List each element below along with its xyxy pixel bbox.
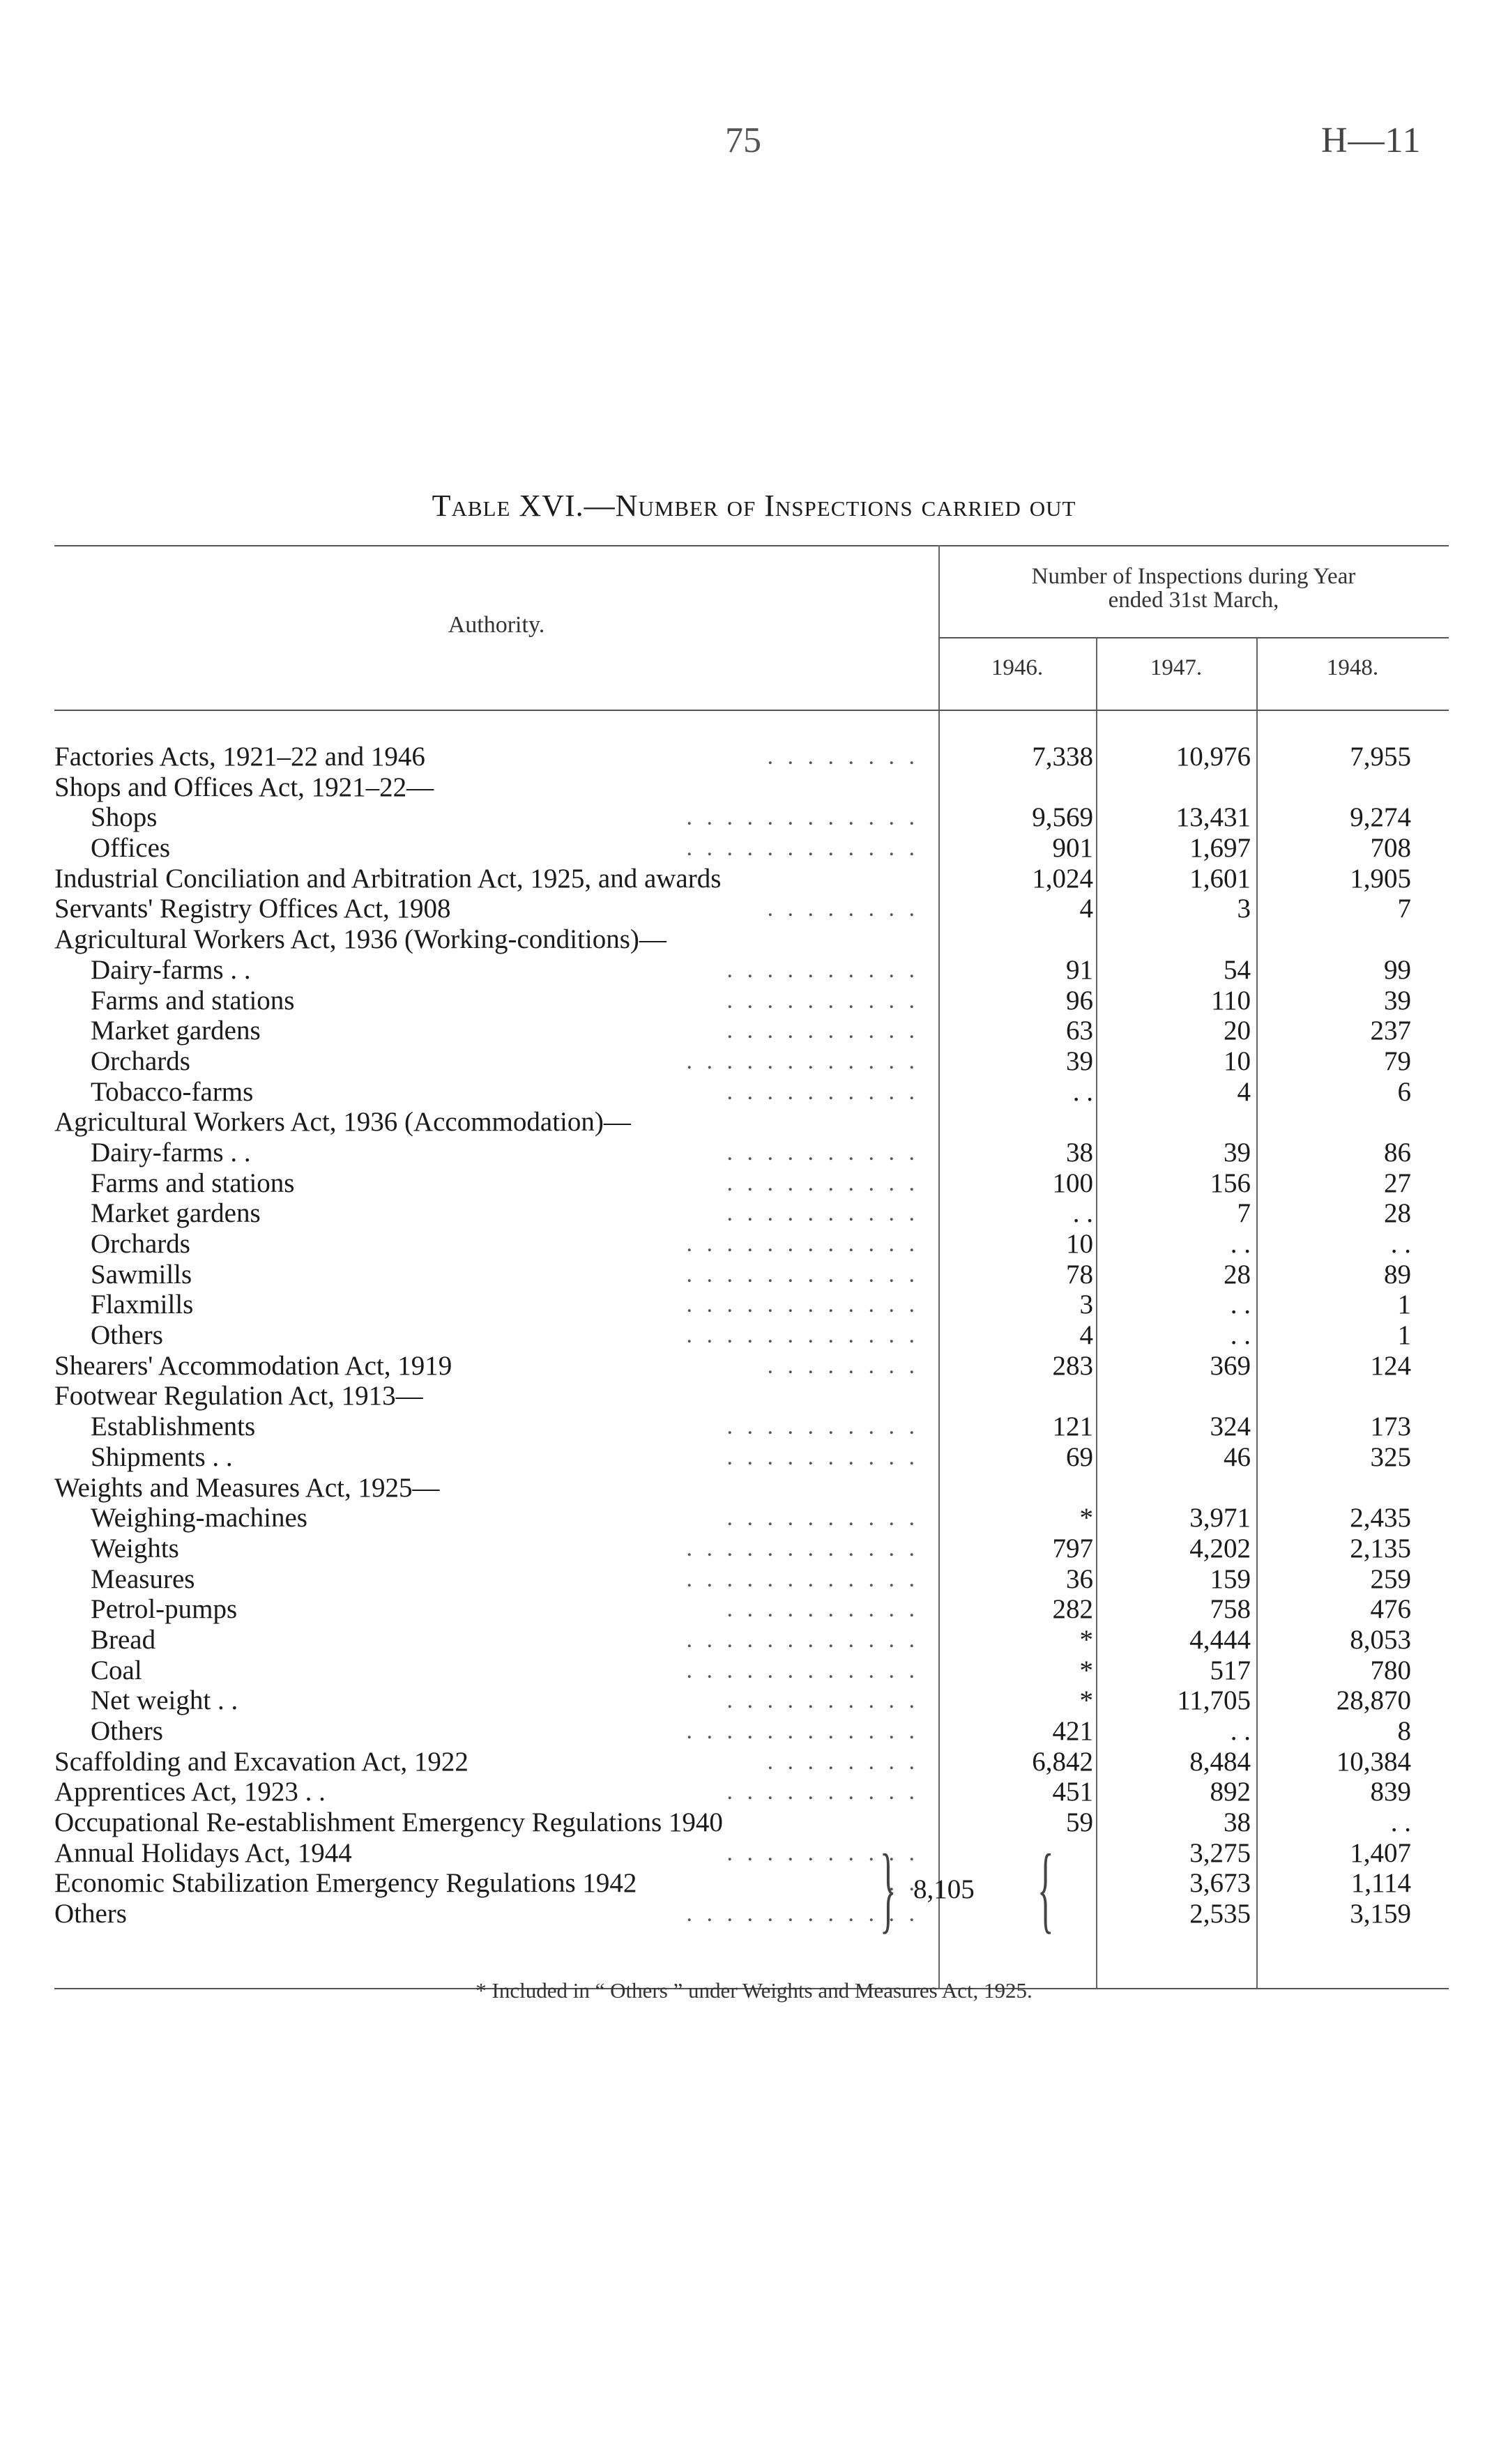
cell-1946: 901 [1052, 833, 1093, 864]
cell-1947: 159 [1210, 1563, 1251, 1594]
table-row [54, 1503, 1449, 1533]
row-label: Orchards [91, 1046, 190, 1076]
cell-1947: 7 [1237, 1198, 1251, 1229]
year-header-1947: 1947. [1150, 655, 1203, 680]
cell-1947: 892 [1210, 1777, 1251, 1807]
authority-header: Authority. [448, 612, 545, 638]
cell-1948: 79 [1384, 1046, 1411, 1076]
row-label: Servants' Registry Offices Act, 1908 [54, 894, 451, 924]
row-label: Offices [91, 833, 171, 864]
table-row [54, 1716, 1449, 1747]
cell-1948: 2,135 [1350, 1533, 1411, 1563]
page-reference: H—11 [1321, 121, 1422, 160]
table-row [54, 1655, 1449, 1686]
table-row [54, 833, 1449, 864]
row-label: Annual Holidays Act, 1944 [54, 1837, 352, 1868]
left-brace-icon: } [880, 1835, 897, 1943]
cell-1948: 27 [1384, 1168, 1411, 1198]
cell-1948: 1,905 [1350, 863, 1411, 894]
cell-1948: . . [1390, 1229, 1411, 1259]
cell-1947: 3,673 [1189, 1868, 1251, 1899]
leader-dots: . . . . . . . . . . . . [686, 1626, 919, 1653]
table-row [54, 772, 1449, 803]
table-row [54, 1747, 1449, 1777]
footnote: * Included in “ Others ” under Weights and Measures Act, 1925. [475, 1978, 1033, 2003]
table-row [54, 1777, 1449, 1807]
group-header-line-2: ended 31st March, [1108, 588, 1279, 613]
table-row [54, 1381, 1449, 1411]
cell-1946: 10 [1066, 1229, 1093, 1259]
row-label: Farms and stations [91, 1168, 295, 1198]
right-brace-icon: { [1037, 1835, 1054, 1943]
leader-dots: . . . . . . . . . . . . [686, 835, 919, 862]
cell-1948: 1 [1397, 1290, 1411, 1320]
row-label: Weights [91, 1533, 179, 1563]
leader-dots: . . . . . . . . . . [726, 1078, 919, 1105]
cell-1947: 4 [1237, 1076, 1251, 1107]
year-header-1948: 1948. [1326, 655, 1379, 680]
cell-1946: 121 [1052, 1411, 1093, 1442]
cell-1947: 758 [1210, 1594, 1251, 1625]
table-row [54, 1807, 1449, 1838]
cell-1946: 69 [1066, 1441, 1093, 1472]
leader-dots: . . . . . . . . . . [726, 1018, 919, 1044]
table-row [54, 1411, 1449, 1442]
cell-1947: 4,202 [1189, 1533, 1251, 1563]
cell-1948: 839 [1370, 1777, 1411, 1807]
leader-dots: . . . . . . . . . . [726, 1170, 919, 1196]
cell-1946: 4 [1079, 1320, 1093, 1351]
row-label: Measures [91, 1563, 195, 1594]
table-row [54, 1138, 1449, 1168]
leader-dots: . . . . . . . . . . . . [686, 804, 919, 831]
table-row [54, 1320, 1449, 1351]
cell-1948: 7,955 [1350, 742, 1411, 772]
cell-1947: 1,601 [1189, 863, 1251, 894]
cell-1947: 13,431 [1175, 802, 1251, 833]
cell-1946: 100 [1052, 1168, 1093, 1198]
cell-1948: 6 [1397, 1076, 1411, 1107]
cell-1947: 2,535 [1189, 1899, 1251, 1929]
leader-dots: . . . . . . . . . . [726, 1505, 919, 1531]
row-label: Shearers' Accommodation Act, 1919 [54, 1350, 452, 1381]
cell-1948: 86 [1384, 1137, 1411, 1168]
cell-1947: 28 [1224, 1259, 1251, 1290]
row-label: Shops and Offices Act, 1921–22— [54, 772, 434, 802]
table-row [54, 1260, 1449, 1290]
leader-dots: . . . . . . . . . . . . [686, 1261, 919, 1287]
row-label: Shops [91, 802, 158, 833]
leader-dots: . . . . . . . . [767, 1352, 919, 1379]
cell-1946: 6,842 [1032, 1746, 1093, 1777]
cell-1948: 237 [1370, 1016, 1411, 1046]
cell-1947: 3,971 [1189, 1503, 1251, 1533]
row-label: Tobacco-farms [91, 1076, 254, 1107]
cell-1947: . . [1230, 1229, 1251, 1259]
cell-1946: 38 [1066, 1137, 1093, 1168]
table-row [54, 986, 1449, 1016]
cell-1947: 8,484 [1189, 1746, 1251, 1777]
cell-1946: 78 [1066, 1259, 1093, 1290]
row-label: Flaxmills [91, 1290, 194, 1320]
leader-dots: . . . . . . . . . . [726, 1414, 919, 1440]
table-row [54, 1351, 1449, 1382]
cell-1947: 110 [1210, 985, 1251, 1016]
row-label: Dairy-farms . . [91, 954, 251, 985]
cell-1948: 476 [1370, 1594, 1411, 1625]
cell-1946: 421 [1052, 1716, 1093, 1746]
cell-1947: . . [1230, 1716, 1251, 1746]
table-row [54, 1442, 1449, 1473]
row-label: Weighing-machines [91, 1503, 307, 1533]
row-label: Occupational Re-establishment Emergency Regulations 1940 [54, 1807, 723, 1838]
row-label: Weights and Measures Act, 1925— [54, 1472, 440, 1503]
leader-dots: . . . . . . . . . . . . [686, 1048, 919, 1074]
row-label: Coal [91, 1655, 142, 1685]
leader-dots: . . . . . . . . . . . . [686, 1322, 919, 1349]
header-bottom-rule [54, 710, 1449, 711]
row-label: Economic Stabilization Emergency Regulations 1942 [54, 1868, 637, 1899]
table-row [54, 1899, 1449, 1929]
row-label: Market gardens [91, 1198, 261, 1229]
inspections-group-header [938, 565, 1449, 612]
leader-dots: . . . . . . . . . . [726, 1688, 919, 1714]
cell-1947: 10 [1224, 1046, 1251, 1076]
cell-1946: 96 [1066, 985, 1093, 1016]
cell-1947: 517 [1210, 1655, 1251, 1685]
leader-dots: . . [888, 1870, 919, 1897]
row-label: Net weight . . [91, 1685, 238, 1716]
table-row [54, 1473, 1449, 1503]
row-label: Orchards [91, 1229, 190, 1259]
cell-1947: 46 [1224, 1441, 1251, 1472]
cell-1948: . . [1390, 1807, 1411, 1838]
leader-dots: . . . . . . . . . . . . [686, 1901, 919, 1927]
row-label: Scaffolding and Excavation Act, 1922 [54, 1746, 469, 1777]
cell-1946: 283 [1052, 1350, 1093, 1381]
table-row [54, 1107, 1449, 1138]
cell-1946: . . [1072, 1076, 1093, 1107]
cell-1946: 39 [1066, 1046, 1093, 1076]
cell-1948: 8,053 [1350, 1624, 1411, 1655]
leader-dots: . . . . . . . . . . . . [686, 1566, 919, 1592]
table-row [54, 864, 1449, 894]
cell-1947: 3 [1237, 894, 1251, 924]
row-label: Others [54, 1899, 127, 1929]
cell-1947: 20 [1224, 1016, 1251, 1046]
cell-1947: 39 [1224, 1137, 1251, 1168]
table-row [54, 1290, 1449, 1320]
table-row [54, 1198, 1449, 1229]
cell-1947: 3,275 [1189, 1837, 1251, 1868]
cell-1948: 325 [1370, 1441, 1411, 1472]
cell-1948: 1,114 [1350, 1868, 1411, 1899]
cell-1948: 9,274 [1350, 802, 1411, 833]
leader-dots: . . . . . . . . . . . . [686, 1718, 919, 1744]
cell-1946: 9,569 [1032, 802, 1093, 833]
cell-1947: 10,976 [1175, 742, 1251, 772]
row-label: Others [91, 1716, 163, 1746]
row-label: Factories Acts, 1921–22 and 1946 [54, 742, 425, 772]
row-label: Footwear Regulation Act, 1913— [54, 1381, 423, 1411]
cell-1948: 2,435 [1350, 1503, 1411, 1533]
leader-dots: . . . . . . . . . . [726, 1839, 919, 1866]
cell-1947: 1,697 [1189, 833, 1251, 864]
cell-1946: 1,024 [1032, 863, 1093, 894]
leader-dots: . . . . . . . . . . . . [686, 1231, 919, 1257]
leader-dots: . . . . . . . . . . [726, 987, 919, 1013]
cell-1948: 780 [1370, 1655, 1411, 1685]
leader-dots: . . . . . . . . [767, 896, 919, 922]
leader-dots: . . . . . . . . . . [726, 1779, 919, 1805]
leader-dots: . . . . . . . . . . . . [686, 1292, 919, 1318]
cell-1948: 99 [1384, 954, 1411, 985]
cell-1948: 28 [1384, 1198, 1411, 1229]
cell-1948: 124 [1370, 1350, 1411, 1381]
table-row [54, 1625, 1449, 1655]
cell-1946: * [1079, 1624, 1093, 1655]
leader-dots: . . . . . . . . . . . . [686, 1535, 919, 1561]
leader-dots: . . . . . . . . [767, 744, 919, 770]
cell-1947: 11,705 [1177, 1685, 1251, 1716]
cell-1947: . . [1230, 1290, 1251, 1320]
table-row [54, 924, 1449, 955]
table-row [54, 1868, 1449, 1899]
cell-1948: 1 [1397, 1320, 1411, 1351]
row-label: Sawmills [91, 1259, 192, 1290]
row-label: Dairy-farms . . [91, 1137, 251, 1168]
row-label: Bread [91, 1624, 156, 1655]
cell-1946: 451 [1052, 1777, 1093, 1807]
leader-dots: . . . . . . . . . . [726, 1444, 919, 1470]
table-row [54, 1594, 1449, 1625]
row-label: Farms and stations [91, 985, 295, 1016]
leader-dots: . . . . . . . . . . . . [686, 1657, 919, 1683]
cell-1946: 282 [1052, 1594, 1093, 1625]
cell-1946: . . [1072, 1198, 1093, 1229]
table-row [54, 1046, 1449, 1077]
cell-1947: . . [1230, 1320, 1251, 1351]
cell-1946: 4 [1079, 894, 1093, 924]
cell-1947: 324 [1210, 1411, 1251, 1442]
cell-1947: 369 [1210, 1350, 1251, 1381]
page-number: 75 [725, 121, 761, 160]
cell-1946: 797 [1052, 1533, 1093, 1563]
row-label: Others [91, 1320, 163, 1351]
cell-1946: * [1079, 1503, 1093, 1533]
cell-1947: 156 [1210, 1168, 1251, 1198]
cell-1946: * [1079, 1655, 1093, 1685]
table-row [54, 955, 1449, 986]
cell-1946: 59 [1066, 1807, 1093, 1838]
table-row [54, 1838, 1449, 1869]
row-label: Market gardens [91, 1016, 261, 1046]
bracketed-total-1946: 8,105 [913, 1874, 975, 1904]
cell-1948: 8 [1397, 1716, 1411, 1746]
leader-dots: . . . . . . . . . . [726, 1596, 919, 1623]
row-label: Agricultural Workers Act, 1936 (Working-conditions)— [54, 924, 667, 955]
table-row [54, 894, 1449, 924]
cell-1948: 28,870 [1336, 1685, 1411, 1716]
cell-1948: 10,384 [1336, 1746, 1411, 1777]
table-row [54, 1533, 1449, 1564]
cell-1946: 3 [1079, 1290, 1093, 1320]
table-row [54, 1168, 1449, 1199]
leader-dots: . . . . . . . . . . [726, 956, 919, 983]
cell-1948: 3,159 [1350, 1899, 1411, 1929]
cell-1946: 36 [1066, 1563, 1093, 1594]
year-header-rule [938, 637, 1449, 638]
row-label: Establishments [91, 1411, 256, 1442]
table-row [54, 1685, 1449, 1716]
table-body [54, 742, 1449, 1929]
cell-1948: 89 [1384, 1259, 1411, 1290]
cell-1946: 63 [1066, 1016, 1093, 1046]
group-header-line-1: Number of Inspections during Year [1031, 564, 1356, 589]
row-label: Petrol-pumps [91, 1594, 238, 1625]
table-row [54, 1016, 1449, 1046]
cell-1947: 4,444 [1189, 1624, 1251, 1655]
cell-1948: 7 [1397, 894, 1411, 924]
table-row [54, 802, 1449, 833]
table-row [54, 1564, 1449, 1595]
row-label: Shipments . . [91, 1441, 233, 1472]
table-top-rule [54, 545, 1449, 546]
table-title: Table XVI.—Number of Inspections carried out [432, 489, 1076, 523]
row-label: Agricultural Workers Act, 1936 (Accommodation)— [54, 1107, 631, 1138]
cell-1947: 38 [1224, 1807, 1251, 1838]
year-header-1946: 1946. [991, 655, 1044, 680]
table-row [54, 742, 1449, 772]
cell-1948: 173 [1370, 1411, 1411, 1442]
cell-1946: 7,338 [1032, 742, 1093, 772]
cell-1948: 1,407 [1350, 1837, 1411, 1868]
cell-1947: 54 [1224, 954, 1251, 985]
cell-1948: 39 [1384, 985, 1411, 1016]
cell-1948: 708 [1370, 833, 1411, 864]
table-row [54, 1229, 1449, 1260]
row-label: Industrial Conciliation and Arbitration Act, 1925, and awards [54, 863, 722, 894]
leader-dots: . . . . . . . . . . [726, 1200, 919, 1227]
leader-dots: . . . . . . . . . . [726, 1139, 919, 1165]
cell-1948: 259 [1370, 1563, 1411, 1594]
table-row [54, 1077, 1449, 1108]
row-label: Apprentices Act, 1923 . . [54, 1777, 326, 1807]
cell-1946: * [1079, 1685, 1093, 1716]
cell-1946: 91 [1066, 954, 1093, 985]
leader-dots: . . . . . . . . [767, 1748, 919, 1775]
